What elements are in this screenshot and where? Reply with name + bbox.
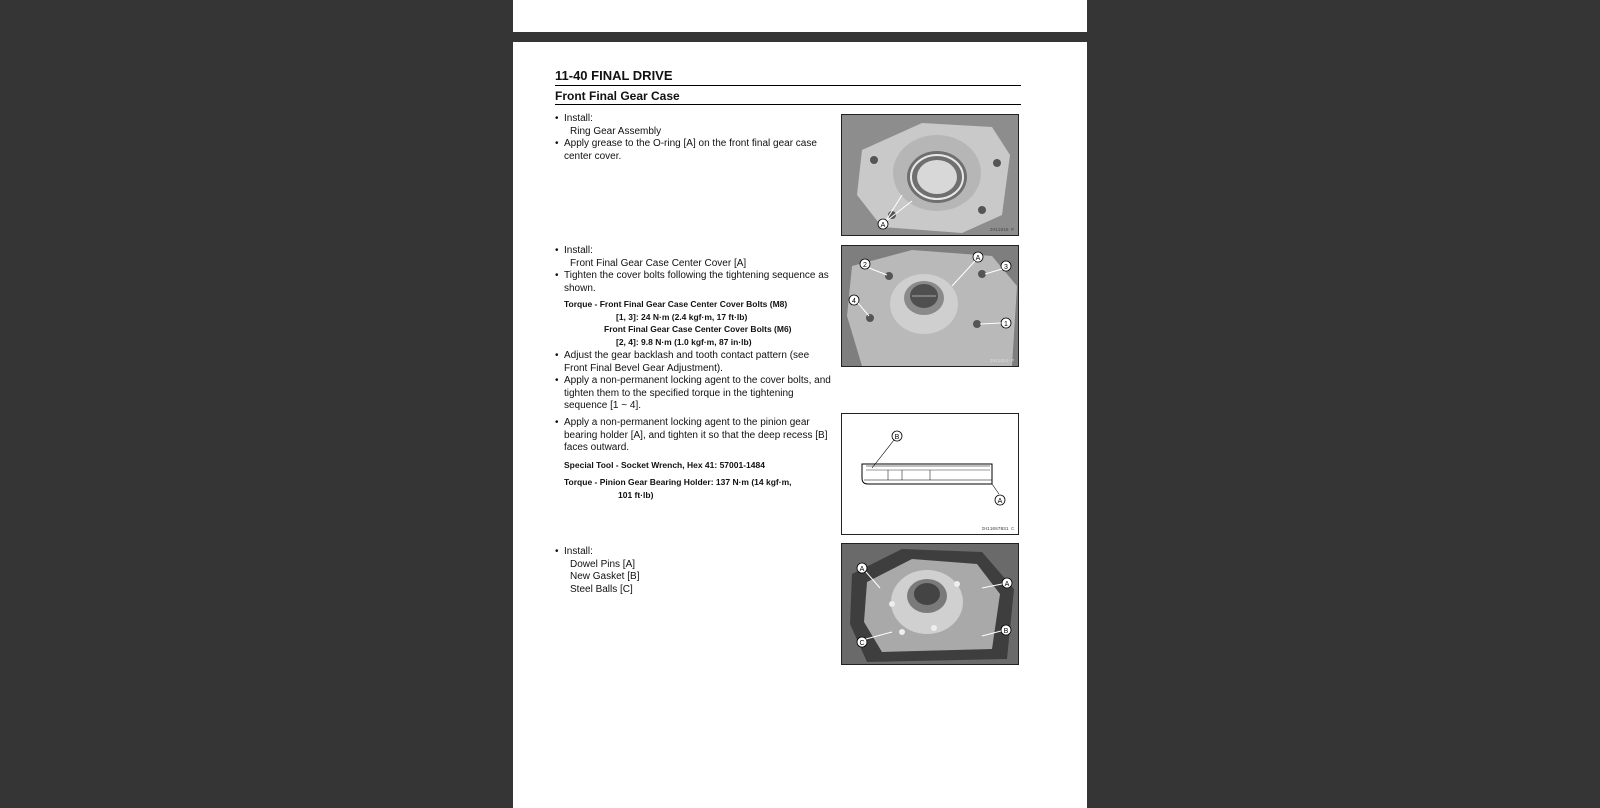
section-rule <box>555 104 1021 105</box>
bullet: • Apply a non-permanent locking agent to the pinion gear bearing holder [A], and tighten it so that the deep recess [B] faces outward. <box>555 417 833 455</box>
torque-line: Torque - Front Final Gear Case Center Cover Bolts (M8) <box>564 299 788 309</box>
bullet: • Adjust the gear backlash and tooth contact pattern (see Front Final Bevel Gear Adjustment). <box>555 350 833 375</box>
torque-line: Front Final Gear Case Center Cover Bolts (M6) <box>604 324 792 334</box>
svg-text:A: A <box>975 255 981 262</box>
figure-dowel-gasket-balls <box>841 543 1019 665</box>
svg-text:A: A <box>997 498 1003 505</box>
step-4 <box>555 546 833 596</box>
torque-spec <box>555 298 833 348</box>
svg-text:C: C <box>859 640 865 647</box>
sub-item: New Gasket [B] <box>570 571 640 582</box>
svg-text:2: 2 <box>863 262 867 269</box>
svg-text:4: 4 <box>852 298 856 305</box>
figure-center-cover-oring <box>841 114 1019 236</box>
step-2 <box>555 245 833 413</box>
bullet: • Tighten the cover bolts following the tightening sequence as shown. <box>555 270 833 295</box>
bullet: • Apply a non-permanent locking agent to the cover bolts, and tighten them to the specified torque in the tightening sequence [1 ~ 4]. <box>555 375 833 413</box>
sub-item: Steel Balls [C] <box>570 583 633 595</box>
svg-text:1: 1 <box>1004 321 1008 328</box>
svg-text:A: A <box>880 222 886 229</box>
figure-code: IH11018 P <box>989 228 1014 233</box>
bullet: • Install: <box>555 546 833 559</box>
svg-text:B: B <box>1003 628 1009 635</box>
sub-item: Front Final Gear Case Center Cover [A] <box>570 257 747 269</box>
step-3 <box>555 417 833 501</box>
torque-line: Torque - Pinion Gear Bearing Holder: 137 N·m (14 kgf·m, <box>564 477 792 487</box>
figure-bearing-holder <box>841 413 1019 535</box>
figure-code: IH11087BS1 C <box>981 527 1014 532</box>
svg-text:3: 3 <box>1004 264 1008 271</box>
torque-line: [2, 4]: 9.8 N·m (1.0 kgf·m, 87 in·lb) <box>616 336 752 347</box>
manual-page <box>513 42 1087 808</box>
sub-item: Dowel Pins [A] <box>570 558 636 570</box>
bullet: • Install: <box>555 113 833 126</box>
page-header: 11-40 FINAL DRIVE <box>555 68 673 83</box>
figure-code: IH11019 P <box>989 359 1014 364</box>
svg-text:A: A <box>1004 581 1010 588</box>
special-tool: Special Tool - Socket Wrench, Hex 41: 57001-1484 <box>564 459 765 470</box>
torque-line: [1, 3]: 24 N·m (2.4 kgf·m, 17 ft·lb) <box>616 311 748 322</box>
sub-item: Ring Gear Assembly <box>570 125 662 137</box>
section-title: Front Final Gear Case <box>555 89 680 103</box>
header-rule <box>555 85 1021 86</box>
previous-page-bottom <box>513 0 1087 32</box>
torque-spec <box>555 476 833 501</box>
torque-line: 101 ft·lb) <box>618 489 654 500</box>
svg-text:A: A <box>859 566 865 573</box>
bullet: • Apply grease to the O-ring [A] on the front final gear case center cover. <box>555 138 833 163</box>
bullet: • Install: <box>555 245 833 258</box>
step-1 <box>555 113 833 163</box>
svg-text:B: B <box>894 434 900 441</box>
figure-center-cover-bolts <box>841 245 1019 367</box>
